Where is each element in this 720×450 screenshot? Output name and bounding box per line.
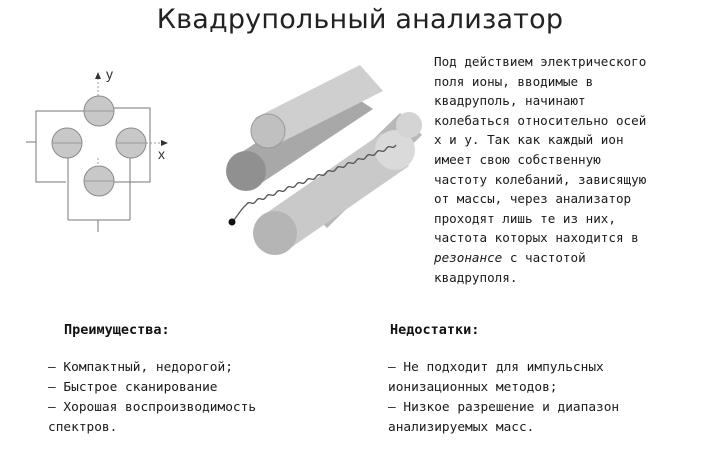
ion-source-dot bbox=[229, 219, 236, 226]
page-title: Квадрупольный анализатор bbox=[156, 4, 564, 35]
resonance-term: резонансе bbox=[434, 249, 503, 265]
description-text: Под действием электрического поля ионы, вводимые в квадруполь, начинают колебаться относительно осей x и y. Так как каждый ион имеет свою собственную частоту колебаний, зависящую от массы, через анализатор проходят лишь те из них, частота которых находится в резонансе с частотой квадруполя. bbox=[434, 54, 647, 285]
advantages-list: – Компактный, недорогой; – Быстрое сканирование – Хорошая воспроизводимость спектров. bbox=[48, 360, 257, 435]
axis-x-label: x bbox=[158, 146, 165, 162]
disadvantages-list: – Не подходит для импульсных ионизационных методов; – Низкое разрешение и диапазон анализируемых масс. bbox=[388, 360, 620, 435]
y-axis-arrow-icon bbox=[95, 72, 101, 79]
quadrupole-rods-3d bbox=[226, 65, 422, 255]
rod-3d-back-left bbox=[226, 151, 266, 191]
wiring-lines bbox=[26, 108, 150, 232]
rod-3d-top bbox=[251, 114, 285, 148]
rod-3d-front bbox=[253, 211, 297, 255]
disadvantages-heading: Недостатки: bbox=[390, 322, 480, 338]
advantages-heading: Преимущества: bbox=[64, 322, 170, 338]
axis-y-label: y bbox=[106, 66, 113, 82]
